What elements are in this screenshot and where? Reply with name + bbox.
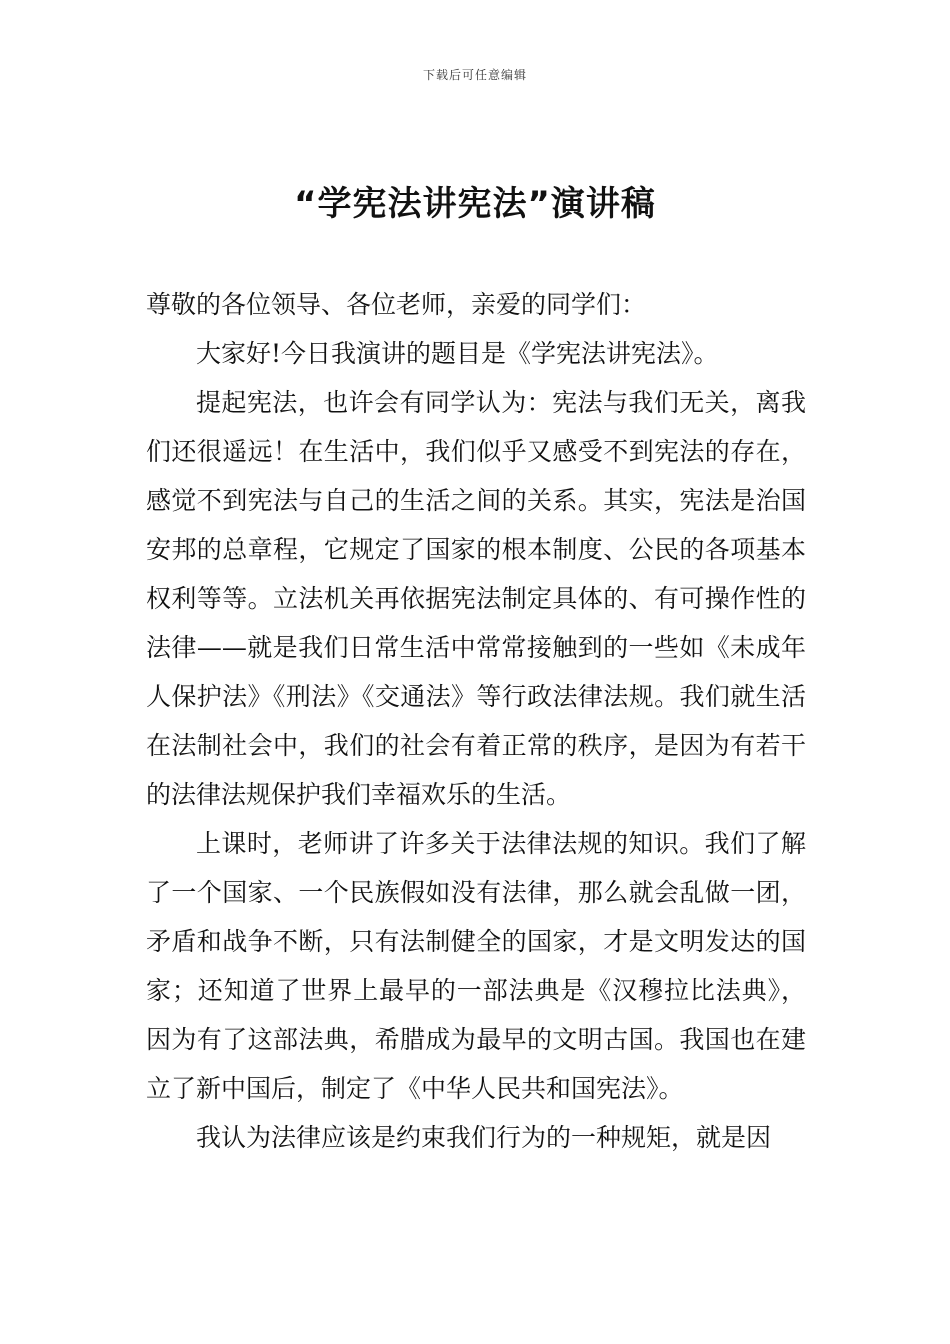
- paragraph-law-opinion: 我认为法律应该是约束我们行为的一种规矩，就是因: [196, 1123, 772, 1152]
- salutation: 尊敬的各位领导、各位老师，亲爱的同学们：: [146, 290, 647, 319]
- paragraph-greeting: 大家好!今日我演讲的题目是《学宪法讲宪法》。: [196, 339, 719, 368]
- paragraph-constitution-intro: 提起宪法，也许会有同学认为：宪法与我们无关，离我们还很遥远！在生活中，我们似乎又感受不到宪法的存在，感觉不到宪法与自己的生活之间的关系。其实，宪法是治国安邦的总章程，它规定了国家的根本制度、公民的各项基本权利等等。立法机关再依据宪法制定具体的、有可操作性的法律——就是我们日常生活中常常接触到的一些如《未成年人保护法》《刑法》《交通法》等行政法律法规。我们就生活在法制社会中，我们的社会有着正常的秩序，是因为有若干的法律法规保护我们幸福欢乐的生活。: [146, 388, 806, 809]
- document-title: “学宪法讲宪法”演讲稿: [294, 184, 656, 224]
- document-body: [146, 280, 806, 1162]
- paragraph-class-learning: 上课时，老师讲了许多关于法律法规的知识。我们了解了一个国家、一个民族假如没有法律，那么就会乱做一团，矛盾和战争不断，只有法制健全的国家，才是文明发达的国家；还知道了世界上最早的一部法典是《汉穆拉比法典》，因为有了这部法典，希腊成为最早的文明古国。我国也在建立了新中国后，制定了《中华人民共和国宪法》。: [146, 829, 806, 1103]
- header-note: 下载后可任意编辑: [422, 68, 527, 82]
